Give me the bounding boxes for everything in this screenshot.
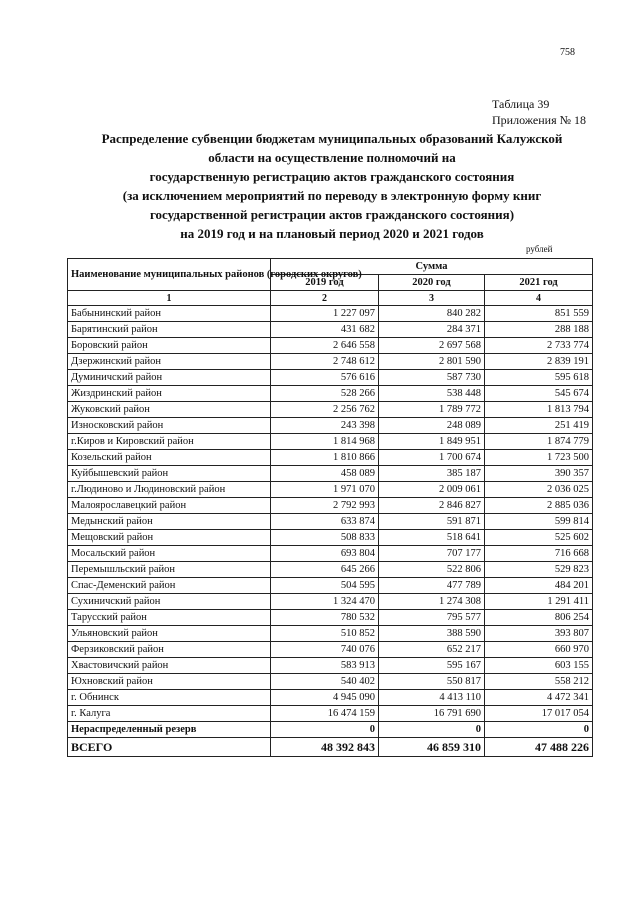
title-line: Распределение субвенции бюджетам муниципальных образований Калужской xyxy=(101,131,563,146)
table-row xyxy=(68,402,593,418)
sum-column-header: Сумма xyxy=(271,259,593,275)
table-row xyxy=(68,450,593,466)
value-2021: 484 201 xyxy=(485,578,593,594)
subvention-table xyxy=(67,258,593,757)
row-name: ВСЕГО xyxy=(68,738,271,757)
value-2020: 550 817 xyxy=(379,674,485,690)
table-row xyxy=(68,706,593,722)
value-2021: 1 291 411 xyxy=(485,594,593,610)
table-row xyxy=(68,626,593,642)
value-2020: 518 641 xyxy=(379,530,485,546)
table-row xyxy=(68,690,593,706)
page-number: 758 xyxy=(560,47,575,58)
value-2021: 2 733 774 xyxy=(485,338,593,354)
table-row xyxy=(68,354,593,370)
table-row xyxy=(68,578,593,594)
value-2020: 1 700 674 xyxy=(379,450,485,466)
row-name: Медынский район xyxy=(68,514,271,530)
row-name: Малоярославецкий район xyxy=(68,498,271,514)
table-row xyxy=(68,594,593,610)
value-2019: 2 646 558 xyxy=(271,338,379,354)
value-2020: 388 590 xyxy=(379,626,485,642)
row-name: Хвастовичский район xyxy=(68,658,271,674)
value-2021: 1 723 500 xyxy=(485,450,593,466)
row-name: Жуковский район xyxy=(68,402,271,418)
value-2020: 587 730 xyxy=(379,370,485,386)
table-row xyxy=(68,482,593,498)
value-2020: 2 846 827 xyxy=(379,498,485,514)
value-2019: 2 256 762 xyxy=(271,402,379,418)
value-2020: 2 801 590 xyxy=(379,354,485,370)
value-2021: 716 668 xyxy=(485,546,593,562)
value-2019: 504 595 xyxy=(271,578,379,594)
units-label: рублей xyxy=(526,244,553,254)
table-row xyxy=(68,418,593,434)
value-2019: 780 532 xyxy=(271,610,379,626)
row-name: Мосальский район xyxy=(68,546,271,562)
column-number: 1 xyxy=(68,291,271,306)
value-2020: 0 xyxy=(379,722,485,738)
value-2021: 288 188 xyxy=(485,322,593,338)
value-2019: 2 748 612 xyxy=(271,354,379,370)
value-2021: 2 885 036 xyxy=(485,498,593,514)
value-2019: 540 402 xyxy=(271,674,379,690)
value-2021: 393 807 xyxy=(485,626,593,642)
value-2020: 591 871 xyxy=(379,514,485,530)
value-2020: 1 849 951 xyxy=(379,434,485,450)
name-column-header: Наименование муниципальных районов (городских округов) xyxy=(68,259,271,291)
value-2019: 1 227 097 xyxy=(271,306,379,322)
value-2020: 1 789 772 xyxy=(379,402,485,418)
column-number: 4 xyxy=(485,291,593,306)
row-name: Дзержинский район xyxy=(68,354,271,370)
title-line: государственную регистрацию актов гражданского состояния xyxy=(149,169,515,184)
value-2020: 652 217 xyxy=(379,642,485,658)
year-header-2020: 2020 год xyxy=(379,275,485,291)
column-number: 2 xyxy=(271,291,379,306)
table-row xyxy=(68,498,593,514)
value-2020: 385 187 xyxy=(379,466,485,482)
value-2020: 477 789 xyxy=(379,578,485,594)
value-2019: 458 089 xyxy=(271,466,379,482)
value-2021: 806 254 xyxy=(485,610,593,626)
row-name: Износковский район xyxy=(68,418,271,434)
row-name: Ульяновский район xyxy=(68,626,271,642)
table-row xyxy=(68,562,593,578)
row-name: Боровский район xyxy=(68,338,271,354)
value-2021: 1 813 794 xyxy=(485,402,593,418)
value-2021: 851 559 xyxy=(485,306,593,322)
value-2020: 707 177 xyxy=(379,546,485,562)
row-name: г.Людиново и Людиновский район xyxy=(68,482,271,498)
value-2021: 603 155 xyxy=(485,658,593,674)
value-2021: 1 874 779 xyxy=(485,434,593,450)
table-number: Таблица 39 xyxy=(492,97,550,111)
table-row xyxy=(68,674,593,690)
value-2020: 16 791 690 xyxy=(379,706,485,722)
value-2019: 431 682 xyxy=(271,322,379,338)
value-2020: 248 089 xyxy=(379,418,485,434)
title-line: (за исключением мероприятий по переводу в электронную форму книг xyxy=(122,188,542,203)
value-2021: 599 814 xyxy=(485,514,593,530)
value-2019: 4 945 090 xyxy=(271,690,379,706)
value-2021: 525 602 xyxy=(485,530,593,546)
row-name: Ферзиковский район xyxy=(68,642,271,658)
row-name: Мещовский район xyxy=(68,530,271,546)
table-body xyxy=(68,306,593,757)
table-row xyxy=(68,466,593,482)
row-name: Козельский район xyxy=(68,450,271,466)
value-2021: 4 472 341 xyxy=(485,690,593,706)
value-2020: 46 859 310 xyxy=(379,738,485,757)
value-2019: 2 792 993 xyxy=(271,498,379,514)
value-2020: 284 371 xyxy=(379,322,485,338)
title-line: на 2019 год и на плановый период 2020 и 2021 годов xyxy=(180,226,484,241)
table-row xyxy=(68,306,593,322)
title-line: государственной регистрации актов гражданского состояния) xyxy=(149,207,515,222)
value-2019: 583 913 xyxy=(271,658,379,674)
row-name: г. Калуга xyxy=(68,706,271,722)
row-name: Куйбышевский район xyxy=(68,466,271,482)
value-2019: 48 392 843 xyxy=(271,738,379,757)
row-name: Перемышльский район xyxy=(68,562,271,578)
table-row xyxy=(68,370,593,386)
value-2019: 576 616 xyxy=(271,370,379,386)
value-2020: 4 413 110 xyxy=(379,690,485,706)
row-name: Тарусский район xyxy=(68,610,271,626)
row-name: Сухиничский район xyxy=(68,594,271,610)
row-name: Спас-Деменский район xyxy=(68,578,271,594)
value-2021: 0 xyxy=(485,722,593,738)
row-name: Жиздринский район xyxy=(68,386,271,402)
value-2021: 558 212 xyxy=(485,674,593,690)
table-row xyxy=(68,434,593,450)
value-2021: 660 970 xyxy=(485,642,593,658)
title-line: области на осуществление полномочий на xyxy=(208,150,456,165)
row-name: Барятинский район xyxy=(68,322,271,338)
reserve-row xyxy=(68,722,593,738)
value-2019: 16 474 159 xyxy=(271,706,379,722)
value-2020: 538 448 xyxy=(379,386,485,402)
table-row xyxy=(68,322,593,338)
value-2019: 508 833 xyxy=(271,530,379,546)
table-row xyxy=(68,546,593,562)
table-row xyxy=(68,386,593,402)
value-2019: 740 076 xyxy=(271,642,379,658)
value-2021: 545 674 xyxy=(485,386,593,402)
document-title xyxy=(52,129,612,243)
table-row xyxy=(68,514,593,530)
value-2019: 0 xyxy=(271,722,379,738)
column-number: 3 xyxy=(379,291,485,306)
value-2019: 243 398 xyxy=(271,418,379,434)
value-2021: 2 036 025 xyxy=(485,482,593,498)
value-2020: 522 806 xyxy=(379,562,485,578)
value-2020: 595 167 xyxy=(379,658,485,674)
value-2019: 1 971 070 xyxy=(271,482,379,498)
value-2019: 528 266 xyxy=(271,386,379,402)
value-2019: 1 810 866 xyxy=(271,450,379,466)
value-2021: 251 419 xyxy=(485,418,593,434)
row-name: г.Киров и Кировский район xyxy=(68,434,271,450)
value-2019: 645 266 xyxy=(271,562,379,578)
value-2021: 2 839 191 xyxy=(485,354,593,370)
table-row xyxy=(68,658,593,674)
row-name: Бабынинский район xyxy=(68,306,271,322)
value-2021: 390 357 xyxy=(485,466,593,482)
value-2019: 1 814 968 xyxy=(271,434,379,450)
value-2020: 840 282 xyxy=(379,306,485,322)
value-2020: 2 009 061 xyxy=(379,482,485,498)
value-2019: 510 852 xyxy=(271,626,379,642)
table-row xyxy=(68,530,593,546)
table-row xyxy=(68,642,593,658)
value-2021: 595 618 xyxy=(485,370,593,386)
value-2019: 633 874 xyxy=(271,514,379,530)
value-2019: 1 324 470 xyxy=(271,594,379,610)
value-2020: 2 697 568 xyxy=(379,338,485,354)
total-row xyxy=(68,738,593,757)
value-2019: 693 804 xyxy=(271,546,379,562)
table-row xyxy=(68,610,593,626)
appendix-label: Приложения № 18 xyxy=(492,113,587,127)
value-2020: 1 274 308 xyxy=(379,594,485,610)
year-header-2021: 2021 год xyxy=(485,275,593,291)
value-2021: 17 017 054 xyxy=(485,706,593,722)
value-2020: 795 577 xyxy=(379,610,485,626)
row-name: г. Обнинск xyxy=(68,690,271,706)
table-row xyxy=(68,338,593,354)
row-name: Юхновский район xyxy=(68,674,271,690)
row-name: Думиничский район xyxy=(68,370,271,386)
year-header-2019: 2019 год xyxy=(271,275,379,291)
value-2021: 529 823 xyxy=(485,562,593,578)
value-2021: 47 488 226 xyxy=(485,738,593,757)
row-name: Нераспределенный резерв xyxy=(68,722,271,738)
